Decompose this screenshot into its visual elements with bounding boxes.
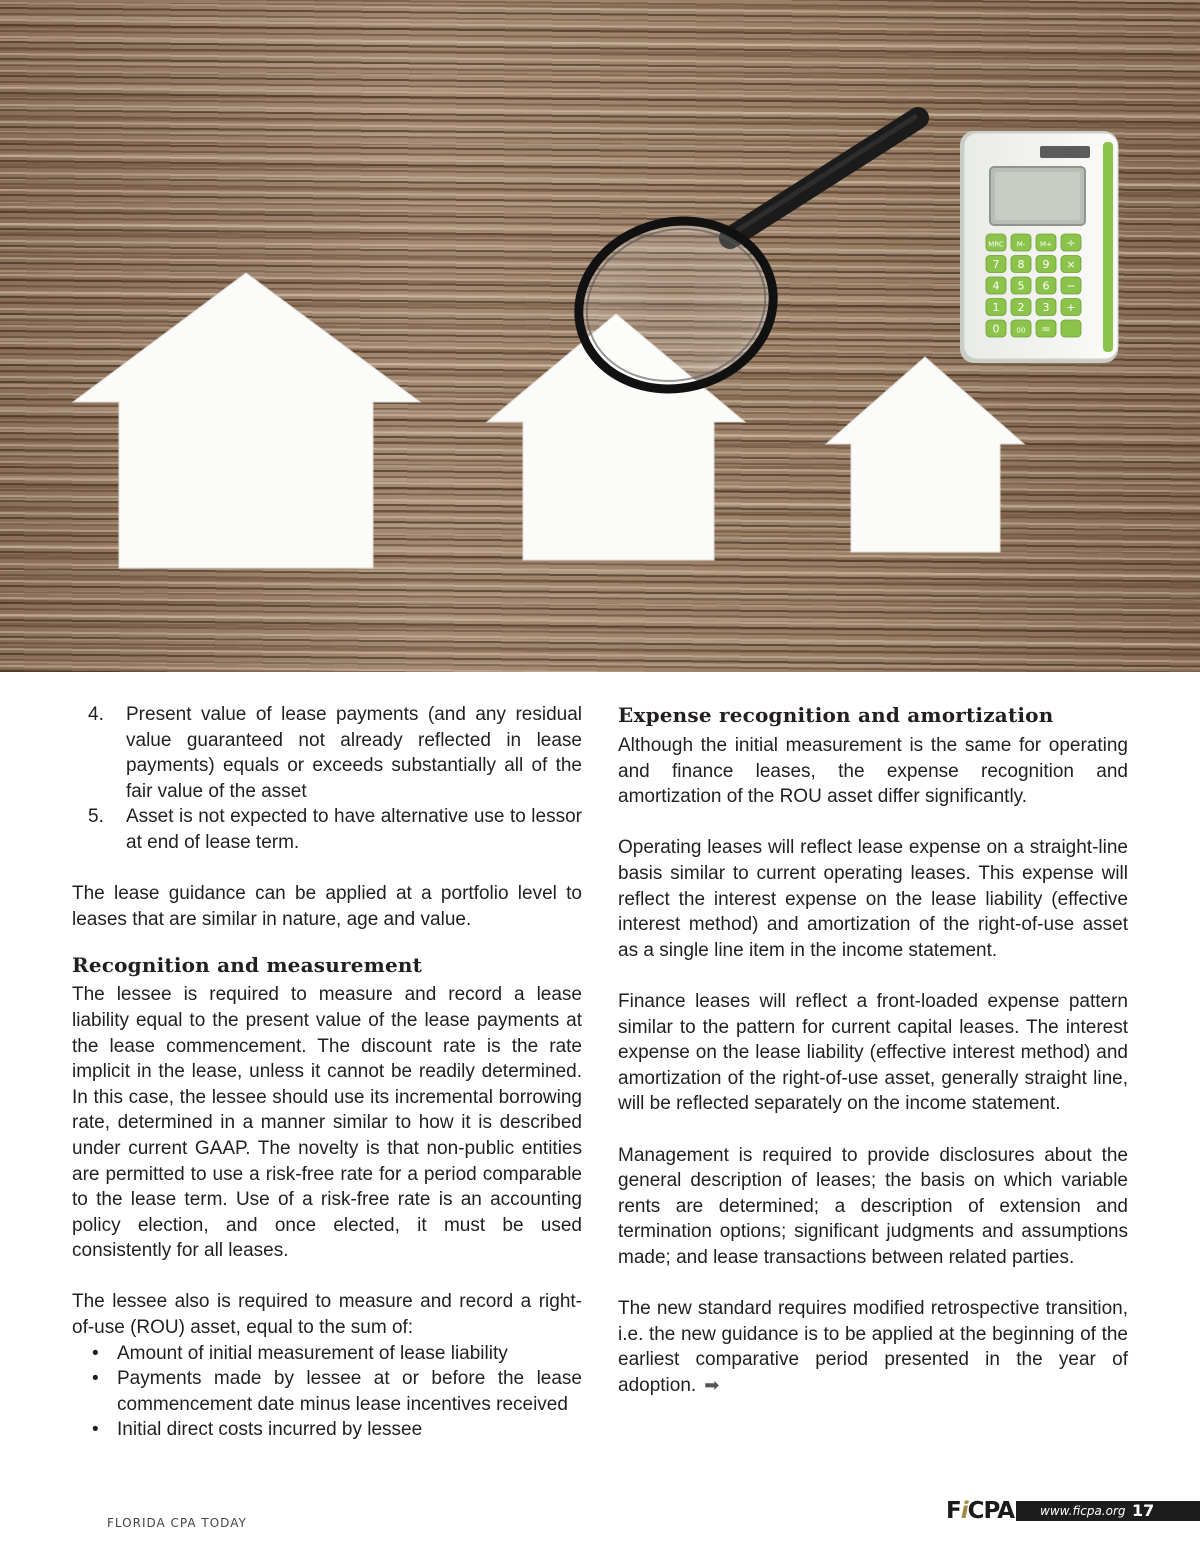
bullet-icon: • [92,1342,99,1364]
body-paragraph: The lessee is required to measure and record a lease liability equal to the present value of the lease payments at the lease commencement. The discount rate is the rate implicit in the lease, unless it cannot be readily determined. In this case, the lessee should use its incremental borrowing rate, determined in a manner similar to how it is described under current GAAP. The novelty is that non-public entities are permitted to use a risk-free rate for a period comparable to the lease term. Use of a risk-free rate is an accounting policy election, and once elected, it must be used consistently for all leases. [72,984,582,1262]
portfolio-paragraph: The lease guidance can be applied at a portfolio level to leases that are similar in nature, age and value. [72,883,582,930]
list-item [72,1417,582,1443]
calculator-key-label: 6 [1042,279,1050,293]
list-item-text: Asset is not expected to have alternative use to lessor at end of lease term. [126,806,582,853]
paper-house-large [73,273,420,568]
left-column [72,702,582,1443]
list-item-text: Present value of lease payments (and any residual value guaranteed not already reflected in lease payments) equals or exceeds substantially all of the fair value of the asset [126,704,582,802]
calculator-key-label: × [1066,258,1076,271]
calculator-key-label: 8 [1017,258,1025,271]
body-paragraph: Operating leases will reflect lease expense on a straight-line basis similar to current operating leases. This expense will reflect the interest expense on the lease liability (effective interest method) and amortization of the right-of-use asset as a single line item in the income statement. [618,837,1128,961]
section-heading-expense: Expense recognition and amortization [618,703,1054,727]
calculator-key-label: M- [1016,240,1026,249]
calculator-key-label: 4 [992,279,1000,293]
body-paragraph: Although the initial measurement is the same for operating and finance leases, the expense recognition and amortization of the ROU asset differ significantly. [618,735,1128,808]
magnifying-glass-icon [561,117,918,409]
list-item-text: Payments made by lessee at or before the lease commencement date minus lease incentives received [117,1368,582,1415]
rou-components-list [72,1341,582,1443]
calculator-key-label: 7 [992,258,1000,271]
bullet-icon: • [92,1419,99,1441]
list-item-text: Amount of initial measurement of lease liability [117,1342,508,1364]
magazine-name: FLORIDA CPA TODAY [107,1516,247,1530]
calculator-key-label: = [1041,322,1051,336]
body-paragraph: Management is required to provide disclosures about the general description of leases; the basis on which variable rents are determined; a description of extension and termination options; significant judgments and assumptions made; and lease transactions between related parties. [618,1144,1128,1268]
criteria-list [72,702,582,856]
calculator-key-label: 2 [1017,301,1025,314]
website-link[interactable]: www.ficpa.org [1040,1504,1126,1518]
calculator-icon [960,131,1118,363]
section-heading-recognition: Recognition and measurement [72,953,423,978]
calculator-key [1061,320,1081,337]
right-column [618,702,1128,1398]
calculator-key-label: − [1066,279,1076,293]
list-item [72,804,582,855]
calculator-key-label: M+ [1040,240,1052,249]
list-item [72,702,582,804]
arrow-right-icon: ➡ [704,1374,720,1395]
calculator-key-label: ÷ [1066,236,1076,250]
body-paragraph: The lessee also is required to measure and record a right-of-use (ROU) asset, equal to the sum of: [72,1291,582,1339]
paper-house-small [826,357,1024,552]
footer-branding [946,1498,1200,1524]
list-item [72,1341,582,1367]
list-item [72,1366,582,1417]
calculator-key-label: MRC [988,240,1004,249]
list-number: 4. [88,704,104,725]
body-paragraph: Finance leases will reflect a front-loaded expense pattern similar to the pattern for current capital leases. The interest expense on the lease liability (effective interest method) and amortization of the right-of-use asset, generally straight line, will be reflected separately on the income statement. [618,990,1128,1115]
list-number: 5. [88,806,104,828]
calculator-key-label: 00 [1016,326,1026,335]
calculator-key-label: 3 [1042,301,1050,314]
list-item-text: Initial direct costs incurred by lessee [117,1419,423,1441]
logo-letter-i: i [960,1498,968,1524]
bullet-icon: • [92,1368,99,1390]
calculator-key-label: 9 [1042,258,1050,271]
hero-illustration [0,0,1200,672]
calculator-key-label: + [1066,301,1076,314]
calculator-key-label: 5 [1017,279,1025,293]
body-paragraph-final [618,1296,1128,1398]
calculator-key-label: 1 [992,301,1000,314]
final-paragraph-text: The new standard requires modified retrospective transition, i.e. the new guidance is to be applied at the beginning of the earliest comparative period presented in the year of adoption. [618,1298,1128,1396]
hero-photo [0,0,1200,672]
logo-letter-f: F [946,1498,961,1524]
logo-letters-cpa: CPA [967,1498,1015,1524]
ficpa-logo [946,1498,1014,1524]
calculator-key-label: 0 [992,322,1000,336]
page-number: 17 [1132,1501,1155,1520]
